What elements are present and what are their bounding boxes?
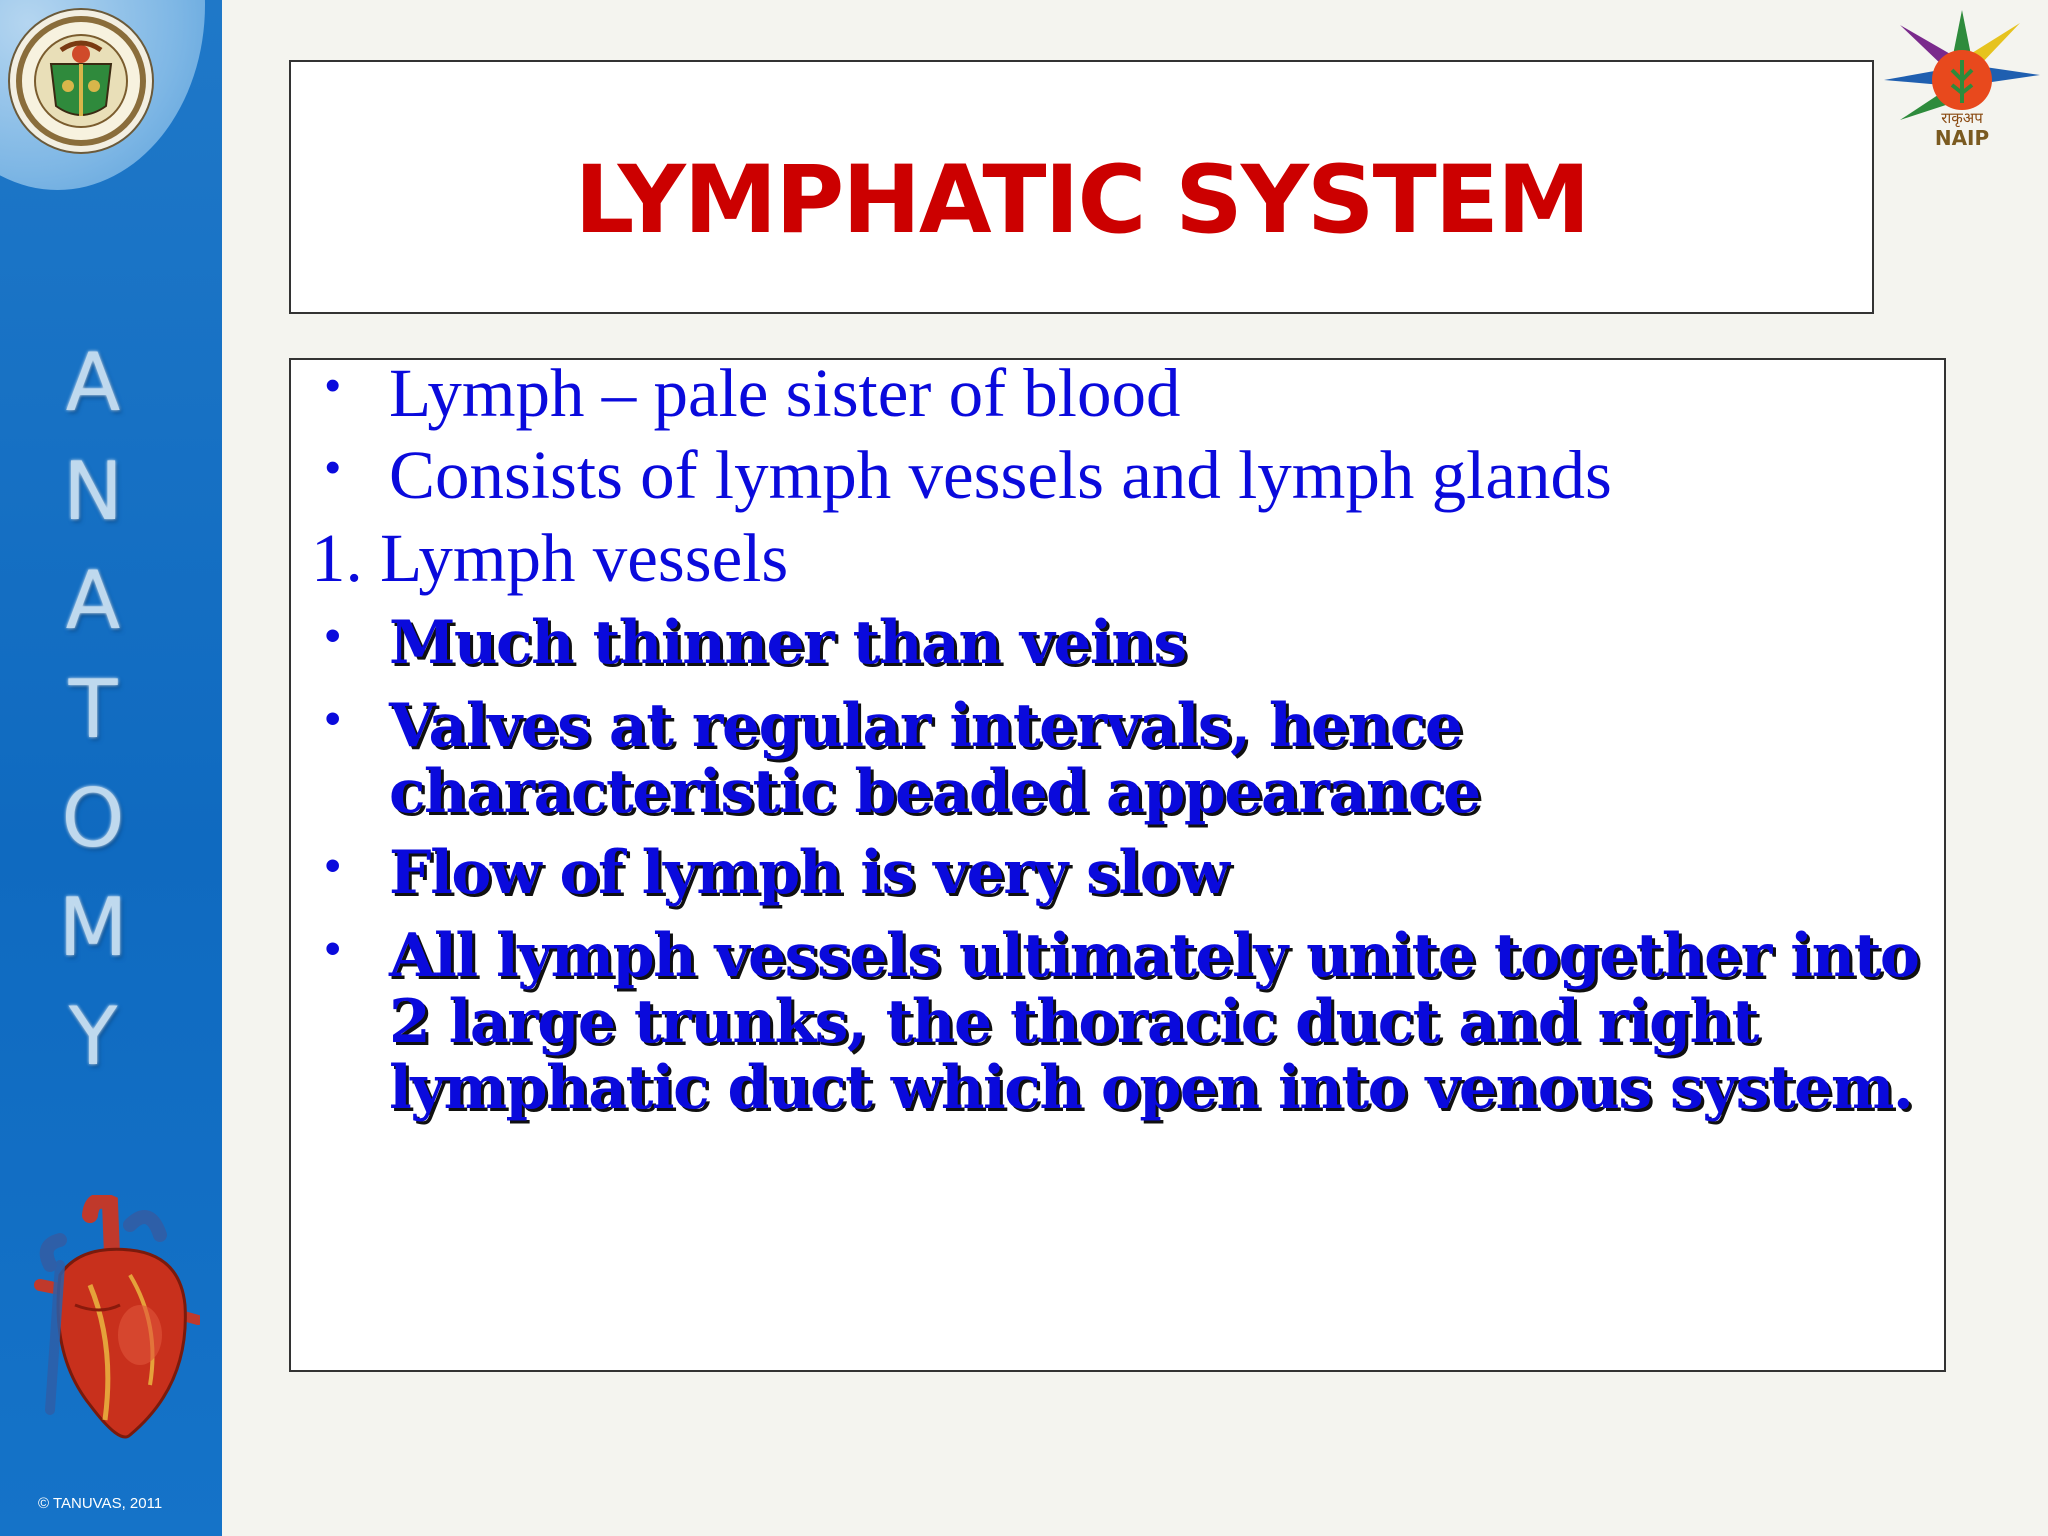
list-item-text: All lymph vessels ultimately unite together into 2 large trunks, the thoracic duct and right lymphatic duct which open into venous system. xyxy=(389,921,1919,1123)
sidebar-letter: O xyxy=(61,772,125,865)
list-item-text: Much thinner than veins xyxy=(389,608,1186,678)
heart-anatomy-icon xyxy=(20,1195,200,1450)
list-item xyxy=(311,923,1924,1121)
bullet-marker: • xyxy=(325,924,341,973)
list-item-text: Flow of lymph is very slow xyxy=(389,838,1229,908)
bullet-marker: • xyxy=(325,611,341,660)
svg-text:राकृअप: राकृअप xyxy=(1941,109,1983,127)
copyright-text: © TANUVAS, 2011 xyxy=(38,1495,163,1512)
list-item xyxy=(311,693,1924,825)
svg-text:NAIP: NAIP xyxy=(1934,126,1990,150)
list-item-text: Consists of lymph vessels and lymph glands xyxy=(389,437,1612,513)
sidebar-letter: N xyxy=(63,445,123,538)
university-seal-icon xyxy=(6,6,156,156)
bullet-marker: • xyxy=(325,694,341,743)
title-box xyxy=(289,60,1874,314)
list-item xyxy=(311,840,1924,906)
list-item-text: Lymph – pale sister of blood xyxy=(389,355,1181,431)
bullet-marker: • xyxy=(325,361,341,410)
sidebar-letter: M xyxy=(58,881,128,974)
sidebar xyxy=(0,0,222,1536)
sidebar-letter: T xyxy=(68,663,118,756)
list-item xyxy=(311,355,1924,431)
list-item-numbered xyxy=(311,520,1924,596)
naip-logo-icon xyxy=(1880,5,2045,155)
list-item-text: 1. Lymph vessels xyxy=(311,520,789,596)
list-item xyxy=(311,437,1924,513)
bullet-marker: • xyxy=(325,443,341,492)
bullet-marker: • xyxy=(325,841,341,890)
sidebar-letter: A xyxy=(65,554,121,647)
content-box xyxy=(289,355,1946,1372)
list-item xyxy=(311,610,1924,676)
slide-title: LYMPHATIC SYSTEM xyxy=(574,146,1589,255)
sidebar-letter: Y xyxy=(68,990,118,1083)
list-item-text: Valves at regular intervals, hence characteristic beaded appearance xyxy=(389,691,1480,827)
sidebar-letter: A xyxy=(65,336,121,429)
sidebar-vertical-word xyxy=(58,328,128,1091)
